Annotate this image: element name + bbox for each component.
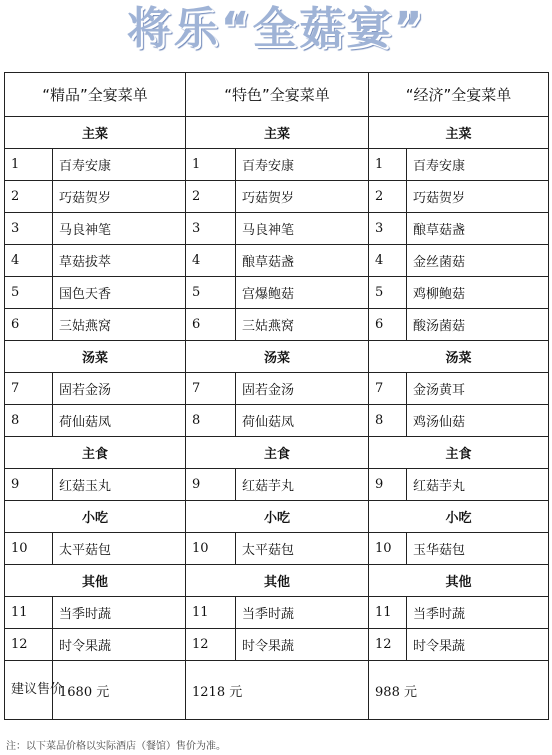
section-label: 其他	[186, 565, 369, 597]
dish-name: 红菇芋丸	[407, 469, 549, 501]
dish-name: 时令果蔬	[53, 629, 186, 661]
dish-number: 6	[186, 309, 236, 341]
dish-name: 红菇芋丸	[236, 469, 369, 501]
section-label: 小吃	[186, 501, 369, 533]
dish-name: 荷仙菇凤	[53, 405, 186, 437]
table-row	[5, 309, 549, 341]
price-label: 建议售价	[5, 661, 53, 720]
dish-number: 11	[186, 597, 236, 629]
table-row	[5, 405, 549, 437]
dish-number: 1	[186, 149, 236, 181]
dish-number: 10	[369, 533, 407, 565]
dish-name: 巧菇贺岁	[53, 181, 186, 213]
section-label: 其他	[5, 565, 186, 597]
dish-number: 9	[186, 469, 236, 501]
dish-number: 8	[186, 405, 236, 437]
dish-number: 10	[186, 533, 236, 565]
table-row	[5, 629, 549, 661]
section-row	[5, 565, 549, 597]
dish-name: 太平菇包	[53, 533, 186, 565]
price-row	[5, 661, 549, 720]
dish-name: 百寿安康	[53, 149, 186, 181]
section-row	[5, 437, 549, 469]
dish-name: 国色天香	[53, 277, 186, 309]
table-row	[5, 149, 549, 181]
dish-name: 酸汤菌菇	[407, 309, 549, 341]
dish-number: 4	[5, 245, 53, 277]
dish-name: 巧菇贺岁	[236, 181, 369, 213]
dish-name: 荷仙菇凤	[236, 405, 369, 437]
table-row	[5, 373, 549, 405]
section-label: 小吃	[369, 501, 549, 533]
dish-number: 3	[186, 213, 236, 245]
table-row	[5, 245, 549, 277]
dish-number: 7	[369, 373, 407, 405]
dish-number: 6	[5, 309, 53, 341]
page-title: 将乐“全菇宴”	[126, 3, 426, 54]
dish-name: 鸡汤仙菇	[407, 405, 549, 437]
menu-header-row	[5, 73, 549, 117]
dish-name: 三姑燕窝	[236, 309, 369, 341]
dish-name: 太平菇包	[236, 533, 369, 565]
dish-number: 6	[369, 309, 407, 341]
dish-number: 10	[5, 533, 53, 565]
dish-name: 当季时蔬	[53, 597, 186, 629]
dish-name: 草菇拔萃	[53, 245, 186, 277]
section-label: 其他	[369, 565, 549, 597]
dish-number: 12	[5, 629, 53, 661]
dish-number: 8	[369, 405, 407, 437]
dish-number: 11	[5, 597, 53, 629]
dish-number: 2	[186, 181, 236, 213]
section-row	[5, 501, 549, 533]
dish-number: 7	[5, 373, 53, 405]
menu-header: “精品”全宴菜单	[5, 73, 186, 117]
section-label: 主食	[5, 437, 186, 469]
section-label: 主菜	[186, 117, 369, 149]
section-label: 主食	[186, 437, 369, 469]
dish-name: 酿草菇盏	[236, 245, 369, 277]
section-label: 主食	[369, 437, 549, 469]
section-label: 汤菜	[186, 341, 369, 373]
table-row	[5, 213, 549, 245]
dish-number: 1	[369, 149, 407, 181]
dish-name: 时令果蔬	[236, 629, 369, 661]
section-row	[5, 117, 549, 149]
dish-name: 当季时蔬	[407, 597, 549, 629]
section-label: 小吃	[5, 501, 186, 533]
section-label: 汤菜	[5, 341, 186, 373]
dish-number: 12	[186, 629, 236, 661]
dish-number: 4	[369, 245, 407, 277]
dish-name: 鸡柳鲍菇	[407, 277, 549, 309]
table-row	[5, 533, 549, 565]
dish-number: 5	[186, 277, 236, 309]
dish-name: 当季时蔬	[236, 597, 369, 629]
dish-name: 马良神笔	[53, 213, 186, 245]
price-value: 1218 元	[186, 661, 369, 720]
section-row	[5, 341, 549, 373]
dish-number: 7	[186, 373, 236, 405]
menu-table	[4, 72, 549, 720]
section-label: 主菜	[5, 117, 186, 149]
price-value: 1680 元	[53, 661, 186, 720]
dish-number: 11	[369, 597, 407, 629]
dish-number: 5	[5, 277, 53, 309]
dish-name: 金丝菌菇	[407, 245, 549, 277]
dish-name: 三姑燕窝	[53, 309, 186, 341]
dish-number: 3	[5, 213, 53, 245]
section-label: 汤菜	[369, 341, 549, 373]
dish-number: 5	[369, 277, 407, 309]
dish-name: 酿草菇盏	[407, 213, 549, 245]
menu-header: “经济”全宴菜单	[369, 73, 549, 117]
dish-name: 红菇玉丸	[53, 469, 186, 501]
table-row	[5, 469, 549, 501]
dish-name: 玉华菇包	[407, 533, 549, 565]
dish-number: 4	[186, 245, 236, 277]
table-row	[5, 181, 549, 213]
dish-name: 百寿安康	[236, 149, 369, 181]
dish-name: 百寿安康	[407, 149, 549, 181]
section-label: 主菜	[369, 117, 549, 149]
dish-name: 宫爆鲍菇	[236, 277, 369, 309]
price-value: 988 元	[369, 661, 549, 720]
dish-number: 1	[5, 149, 53, 181]
dish-number: 2	[369, 181, 407, 213]
dish-number: 9	[369, 469, 407, 501]
dish-number: 3	[369, 213, 407, 245]
table-row	[5, 597, 549, 629]
dish-name: 金汤黄耳	[407, 373, 549, 405]
dish-name: 巧菇贺岁	[407, 181, 549, 213]
dish-name: 固若金汤	[53, 373, 186, 405]
footnote: 注：以下菜品价格以实际酒店（餐馆）售价为准。	[6, 741, 226, 752]
dish-number: 2	[5, 181, 53, 213]
dish-name: 固若金汤	[236, 373, 369, 405]
dish-name: 时令果蔬	[407, 629, 549, 661]
dish-number: 8	[5, 405, 53, 437]
table-row	[5, 277, 549, 309]
dish-number: 9	[5, 469, 53, 501]
menu-header: “特色”全宴菜单	[186, 73, 369, 117]
dish-name: 马良神笔	[236, 213, 369, 245]
dish-number: 12	[369, 629, 407, 661]
